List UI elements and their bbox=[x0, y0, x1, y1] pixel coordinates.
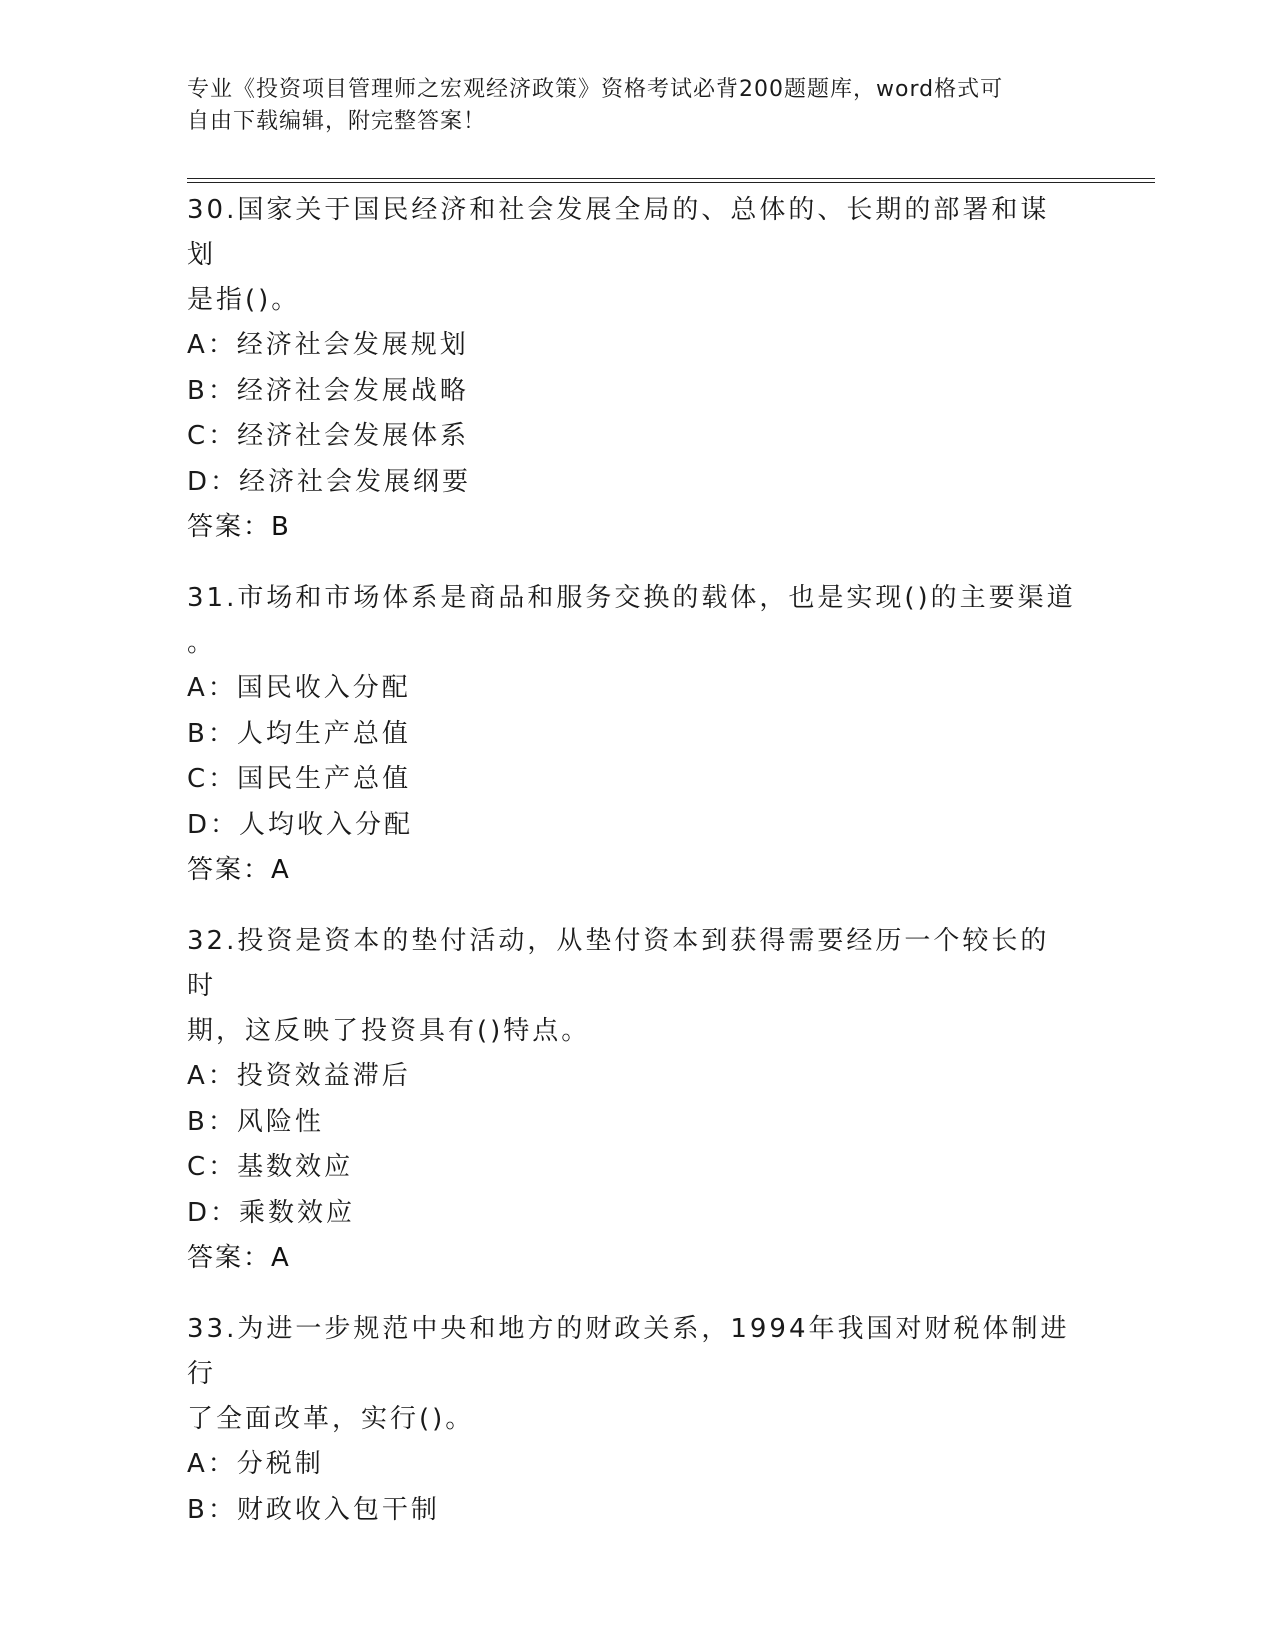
option-c: C：基数效应 bbox=[187, 1152, 354, 1182]
question-stem bbox=[187, 576, 1077, 666]
question-stem-line-1: 33.为进一步规范中央和地方的财政关系，1994年我国对财税体制进行 bbox=[187, 1314, 1070, 1389]
header-title-line-2: 自由下载编辑，附完整答案！ bbox=[187, 109, 487, 134]
option-d: D：乘数效应 bbox=[187, 1197, 356, 1228]
question-stem-line-1: 32.投资是资本的垫付活动，从垫付资本到获得需要经历一个较长的时 bbox=[187, 926, 1050, 1001]
question-31 bbox=[187, 576, 1077, 893]
option-b: B：财政收入包干制 bbox=[187, 1494, 440, 1525]
question-33 bbox=[187, 1307, 1077, 1533]
answer-value: A bbox=[271, 1243, 290, 1273]
answer-value: A bbox=[271, 855, 290, 885]
question-stem bbox=[187, 1307, 1077, 1442]
answer-label: 答案： bbox=[187, 512, 272, 542]
header-divider-bottom bbox=[187, 182, 1155, 183]
question-stem-line-1: 31.市场和市场体系是商品和服务交换的载体，也是实现()的主要渠道 bbox=[187, 583, 1076, 613]
question-stem-line-2: 是指()。 bbox=[187, 285, 301, 315]
question-32 bbox=[187, 919, 1077, 1281]
answer-label: 答案： bbox=[187, 855, 272, 885]
question-list bbox=[187, 188, 1077, 1559]
option-c: C：经济社会发展体系 bbox=[187, 421, 470, 451]
option-a: A：国民收入分配 bbox=[187, 673, 411, 703]
header-divider-top bbox=[187, 178, 1155, 179]
answer-line bbox=[187, 1236, 1077, 1281]
option-b: B：经济社会发展战略 bbox=[187, 375, 469, 406]
answer-label: 答案： bbox=[187, 1243, 272, 1273]
question-stem-line-2: 期，这反映了投资具有()特点。 bbox=[187, 1016, 591, 1046]
answer-value: B bbox=[271, 512, 290, 542]
option-b: B：风险性 bbox=[187, 1106, 324, 1137]
option-a: A：经济社会发展规划 bbox=[187, 330, 469, 360]
option-d: D：经济社会发展纲要 bbox=[187, 466, 472, 497]
option-d: D：人均收入分配 bbox=[187, 809, 414, 840]
option-a: A：投资效益滞后 bbox=[187, 1061, 411, 1091]
question-30 bbox=[187, 188, 1077, 550]
question-stem-line-1: 30.国家关于国民经济和社会发展全局的、总体的、长期的部署和谋划 bbox=[187, 195, 1050, 270]
option-c: C：国民生产总值 bbox=[187, 764, 412, 794]
header-title-line-1: 专业《投资项目管理师之宏观经济政策》资格考试必背200题题库，word格式可 bbox=[187, 77, 1004, 102]
question-stem bbox=[187, 919, 1077, 1054]
option-b: B：人均生产总值 bbox=[187, 718, 411, 749]
question-stem-line-2: 了全面改革，实行()。 bbox=[187, 1404, 475, 1434]
question-stem bbox=[187, 188, 1077, 323]
answer-line bbox=[187, 848, 1077, 893]
document-header bbox=[187, 74, 1067, 138]
answer-line bbox=[187, 505, 1077, 550]
option-a: A：分税制 bbox=[187, 1449, 324, 1479]
question-stem-line-2: 。 bbox=[187, 628, 217, 658]
